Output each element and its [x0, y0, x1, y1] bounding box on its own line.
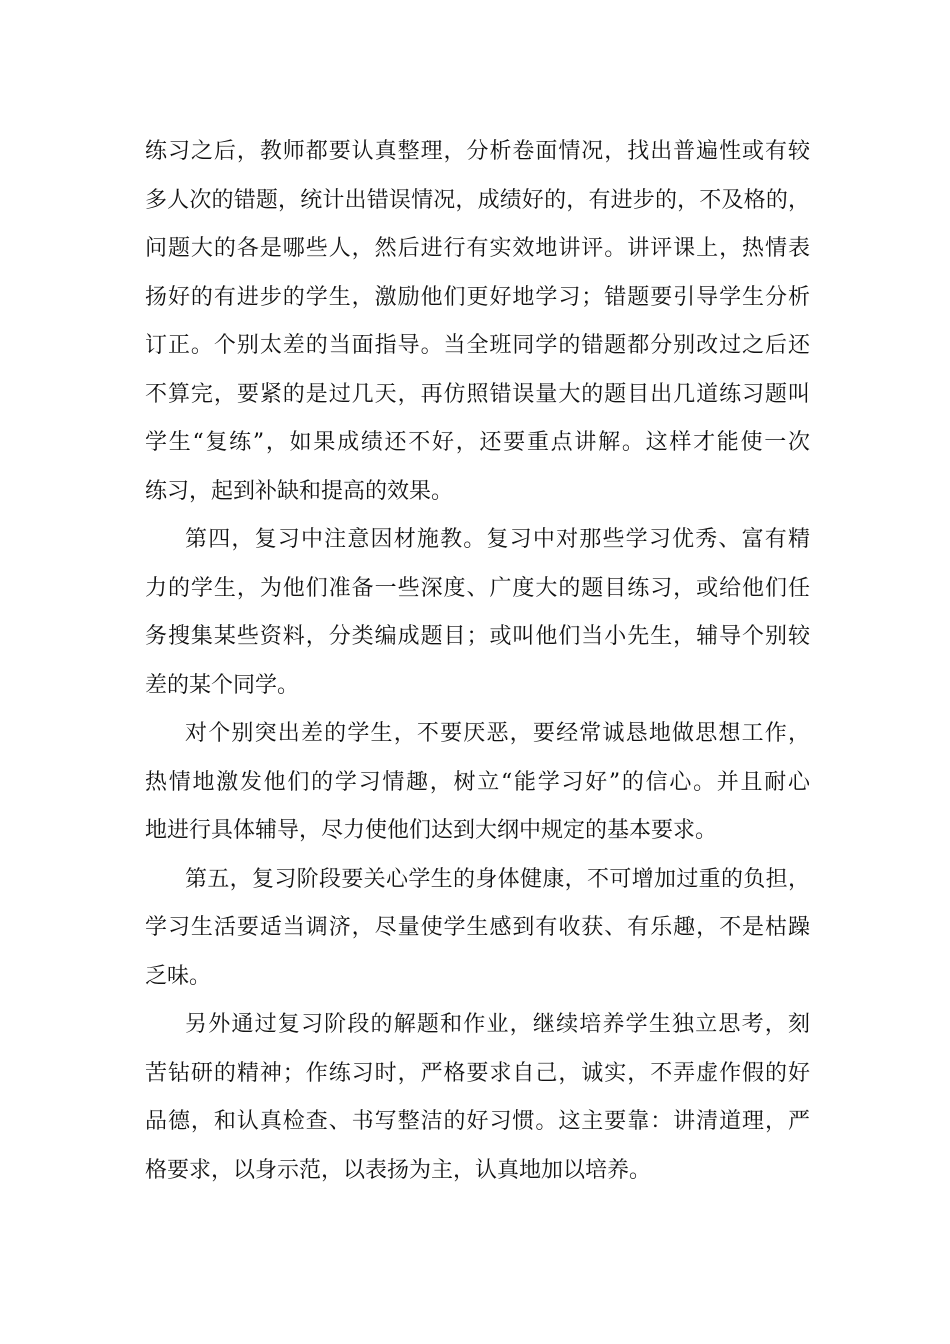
text-line: 品德，和认真检查、书写整洁的好习惯。这主要靠：讲清道理，严 [145, 1109, 810, 1134]
text-line: 对个别突出差的学生，不要厌恶，要经常诚恳地做思想工作， [185, 721, 810, 746]
text-line: 苦钻研的精神；作练习时，严格要求自己，诚实，不弄虚作假的好 [145, 1060, 810, 1086]
paragraph [145, 856, 810, 1002]
document-body [145, 128, 810, 1195]
paragraph [145, 128, 810, 516]
paragraph [145, 516, 810, 710]
text-line: 订正。个别太差的当面指导。当全班同学的错题都分别改过之后还 [145, 333, 810, 358]
paragraph [145, 1001, 810, 1195]
text-line: 练习，起到补缺和提高的效果。 [145, 478, 454, 504]
text-line: 另外通过复习阶段的解题和作业，继续培养学生独立思考，刻 [185, 1012, 810, 1037]
text-line: 多人次的错题，统计出错误情况，成绩好的，有进步的，不及格的， [145, 187, 810, 213]
text-line: 第四，复习中注意因材施教。复习中对那些学习优秀、富有精 [185, 527, 810, 552]
text-line: 练习之后，教师都要认真整理，分析卷面情况，找出普遍性或有较 [145, 139, 810, 164]
text-line: 第五，复习阶段要关心学生的身体健康，不可增加过重的负担， [185, 866, 810, 892]
text-line: 学生“复练”，如果成绩还不好，还要重点讲解。这样才能使一次 [145, 430, 810, 455]
text-line: 乏味。 [145, 963, 212, 989]
text-line: 地进行具体辅导，尽力使他们达到大纲中规定的基本要求。 [145, 818, 718, 843]
text-line: 学习生活要适当调济，尽量使学生感到有收获、有乐趣，不是枯躁 [145, 915, 810, 940]
text-line: 扬好的有进步的学生，激励他们更好地学习；错题要引导学生分析 [145, 284, 810, 310]
text-line: 务搜集某些资料，分类编成题目；或叫他们当小先生，辅导个别较 [145, 624, 810, 649]
text-line: 差的某个同学。 [145, 672, 300, 698]
text-line: 不算完，要紧的是过几天，再仿照错误量大的题目出几道练习题叫 [145, 381, 810, 407]
text-line: 格要求，以身示范，以表扬为主，认真地加以培养。 [145, 1157, 652, 1183]
text-line: 力的学生，为他们准备一些深度、广度大的题目练习，或给他们任 [145, 575, 810, 601]
text-line: 问题大的各是哪些人，然后进行有实效地讲评。讲评课上，热情表 [145, 236, 810, 261]
text-line: 热情地激发他们的学习情趣，树立“能学习好”的信心。并且耐心 [145, 769, 810, 795]
paragraph [145, 710, 810, 856]
